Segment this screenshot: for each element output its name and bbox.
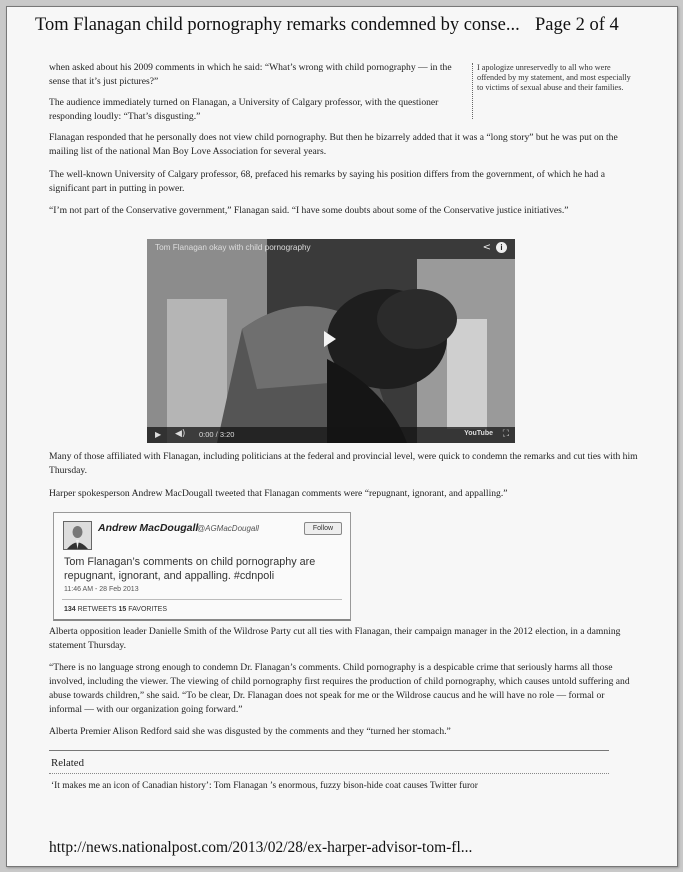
page-header-title: Tom Flanagan child pornography remarks condemned by conse... bbox=[35, 15, 520, 35]
tweet-divider bbox=[62, 599, 342, 600]
related-divider-bottom bbox=[49, 773, 609, 774]
tweet-stats bbox=[64, 606, 167, 613]
article-paragraph-9: “There is no language strong enough to condemn Dr. Flanagan’s comments. Child pornography is a despicable crime that seriously harms all those involved, including the viewer. The viewing of child pornography first requires the production of child pornography, which causes untold suffering and abuse towards children,” she said. “To be clear, Dr. Flanagan does not speak for me or the Wildrose caucus and he will have no role — formal or informal — with our organization going forward.” bbox=[49, 662, 630, 715]
video-controls bbox=[147, 427, 515, 443]
share-icon[interactable]: < bbox=[482, 242, 491, 253]
article-paragraph-1: when asked about his 2009 comments in which he said: “What’s wrong with child pornography — in the sense that it’s just pictures?” bbox=[49, 62, 452, 87]
tweet-author-handle[interactable]: @AGMacDougall bbox=[197, 524, 259, 533]
article-paragraph-2: The audience immediately turned on Flanagan, a University of Calgary professor, with the questioner responding loudly: “That’s disgusting.” bbox=[49, 97, 439, 122]
play-icon[interactable] bbox=[324, 331, 336, 347]
follow-button[interactable]: Follow bbox=[304, 522, 342, 535]
pullquote-divider bbox=[472, 63, 473, 119]
article-paragraph-3: Flanagan responded that he personally does not view child pornography. But then he bizarrely added that it was a “long story” but he was put on the mailing list of the national Man Boy Love Association for several years. bbox=[49, 132, 618, 157]
scanned-page bbox=[6, 6, 678, 867]
article-paragraph-7: Harper spokesperson Andrew MacDougall tweeted that Flanagan comments were “repugnant, ignorant, and appalling.” bbox=[49, 488, 508, 499]
retweet-label: RETWEETS bbox=[77, 606, 117, 613]
play-button-icon[interactable]: ▶ bbox=[155, 430, 162, 439]
fullscreen-icon[interactable]: ⛶ bbox=[502, 429, 509, 439]
volume-icon[interactable]: ◀) bbox=[175, 429, 186, 439]
favorite-label: FAVORITES bbox=[128, 606, 168, 613]
related-heading: Related bbox=[51, 757, 84, 769]
article-paragraph-8: Alberta opposition leader Danielle Smith of the Wildrose Party cut all ties with Flanagan, their campaign manager in the 2012 election, in a damning statement Thursday. bbox=[49, 626, 621, 651]
related-divider-top bbox=[49, 750, 609, 751]
page-indicator: Page 2 of 4 bbox=[535, 15, 619, 35]
article-paragraph-5: “I’m not part of the Conservative government,” Flanagan said. “I have some doubts about some of the Conservative justice initiatives.” bbox=[49, 205, 569, 216]
tweet-author-name[interactable]: Andrew MacDougall bbox=[98, 522, 199, 534]
footer-url: http://news.nationalpost.com/2013/02/28/ex-harper-advisor-tom-fl... bbox=[49, 839, 473, 856]
video-title: Tom Flanagan okay with child pornography bbox=[155, 243, 311, 252]
retweet-count: 134 bbox=[64, 606, 76, 613]
info-icon[interactable]: i bbox=[496, 242, 507, 253]
video-player[interactable] bbox=[147, 239, 515, 443]
youtube-logo[interactable]: YouTube bbox=[464, 430, 493, 437]
avatar[interactable] bbox=[63, 521, 92, 550]
article-paragraph-4: The well-known University of Calgary professor, 68, prefaced his remarks by saying his position differs from the government, of which he had a significant part in putting in power. bbox=[49, 169, 606, 194]
favorite-count: 15 bbox=[118, 606, 127, 613]
article-paragraph-6: Many of those affiliated with Flanagan, including politicians at the federal and provincial level, were quick to condemn the remarks and cut ties with him Thursday. bbox=[49, 451, 638, 476]
tweet-text: Tom Flanagan’s comments on child pornography are repugnant, ignorant, and appalling. #cdnpoli bbox=[64, 556, 316, 582]
pullquote: I apologize unreservedly to all who were offended by my statement, and most especially to victims of sexual abuse and their families. bbox=[477, 63, 631, 92]
video-time: 0:00 / 3:20 bbox=[199, 430, 235, 439]
embedded-tweet bbox=[53, 512, 351, 621]
related-article-link[interactable]: ‘It makes me an icon of Canadian history’: Tom Flanagan ’s enormous, fuzzy bison-hide coat causes Twitter furor bbox=[51, 781, 478, 791]
tweet-timestamp[interactable]: 11:46 AM - 28 Feb 2013 bbox=[64, 586, 139, 593]
article-paragraph-10: Alberta Premier Alison Redford said she was disgusted by the comments and they “turned her stomach.” bbox=[49, 726, 451, 737]
